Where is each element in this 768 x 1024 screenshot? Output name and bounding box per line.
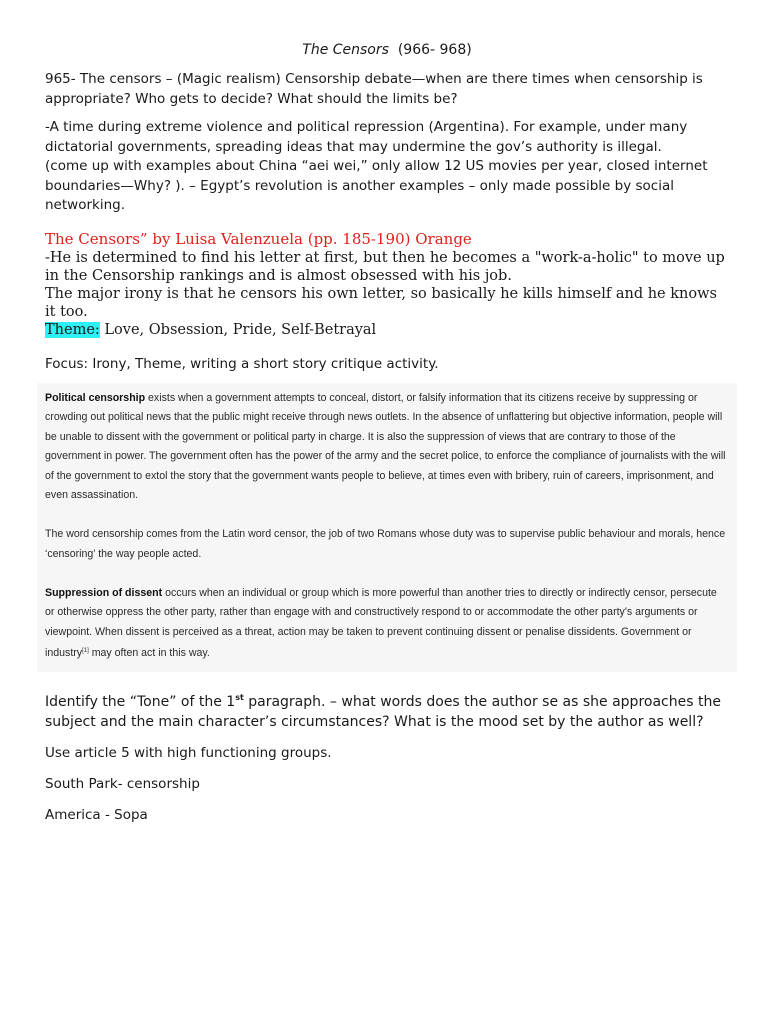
note-south-park: South Park- censorship <box>45 775 200 792</box>
excerpt-text-3-end: may often act in this way. <box>88 647 210 659</box>
footnote-ref[interactable]: [1] <box>82 648 89 654</box>
document-title <box>45 40 729 60</box>
tone-question <box>45 688 729 732</box>
tone-question-start: Identify the “Tone” of the 1 <box>45 693 236 710</box>
excerpt-word-origin: The word censorship comes from the Latin word censor, the job of two Romans whose duty was to supervise public behaviour and morals, hence ‘censoring’ the way people acted. <box>45 528 726 560</box>
excerpt-term-suppression: Suppression of dissent <box>45 586 163 599</box>
example-line-2: (come up with examples about China “aei wei,” only allow 12 US movies per year, closed internet boundaries—Why? ). – Egypt’s revolution is another examples – only made possible by social networking. <box>45 158 708 213</box>
theme-text: Love, Obsession, Pride, Self-Betrayal <box>99 321 377 338</box>
excerpt-term-political-censorship: Political censorship <box>45 391 146 404</box>
excerpt-political-censorship <box>45 389 729 506</box>
title-main: The Censors <box>302 42 389 58</box>
focus-line: Focus: Irony, Theme, writing a short story critique activity. <box>45 355 439 372</box>
document-page <box>45 40 729 825</box>
story-note-1: -He is determined to find his letter at first, but then he becomes a "work-a-holic" to move up in the Censorship rankings and is almost obsessed with his job. <box>45 249 725 284</box>
note-america-sopa: America - Sopa <box>45 806 148 823</box>
excerpt-suppression-of-dissent <box>45 584 729 664</box>
intro-paragraph: 965- The censors – (Magic realism) Censorship debate—when are there times when censorship is appropriate? Who gets to decide? What should the limits be? <box>45 71 703 107</box>
excerpt-text-3: occurs when an individual or group which is more powerful than another tries to directly or indirectly censor, persecute or otherwise oppress the other party, rather than engage with and constructively respond to or accommodate the other party's arguments or viewpoint. When dissent is perceived as a threat, action may be taken to prevent continuing dissent or penalise dissidents. Government or industry <box>45 586 717 659</box>
title-pages: (966- 968) <box>397 42 472 58</box>
story-note-2: The major irony is that he censors his own letter, so basically he kills himself and he knows it too. <box>45 285 717 320</box>
ordinal-suffix: st <box>235 692 244 702</box>
example-paragraph <box>45 118 729 216</box>
tone-question-end: paragraph. – what words does the author se as she approaches the subject and the main character’s circumstances? What is the mood set by the author as well? <box>45 693 721 730</box>
theme-label: Theme: <box>45 321 100 338</box>
theme-line <box>45 321 729 339</box>
example-line-1: -A time during extreme violence and political repression (Argentina). For example, under many dictatorial governments, spreading ideas that may undermine the gov’s authority is illegal. <box>45 119 688 155</box>
censorship-excerpt <box>37 383 737 672</box>
story-heading: The Censors” by Luisa Valenzuela (pp. 185-190) Orange <box>45 229 472 248</box>
note-article-5: Use article 5 with high functioning groups. <box>45 744 332 761</box>
excerpt-text-1: exists when a government attempts to conceal, distort, or falsify information that its citizens receive by suppressing or crowding out political news that the public might receive through news outlets. In the absence of unflattering but objective information, people will be unable to dissent with the government or political party in charge. It is also the suppression of views that are contrary to those of the government in power. The government often has the power of the army and the secret police, to enforce the compliance of journalists with the will of the government to extol the story that the government wants people to believe, at times even with bribery, ruin of careers, imprisonment, and even assassination. <box>45 391 726 501</box>
